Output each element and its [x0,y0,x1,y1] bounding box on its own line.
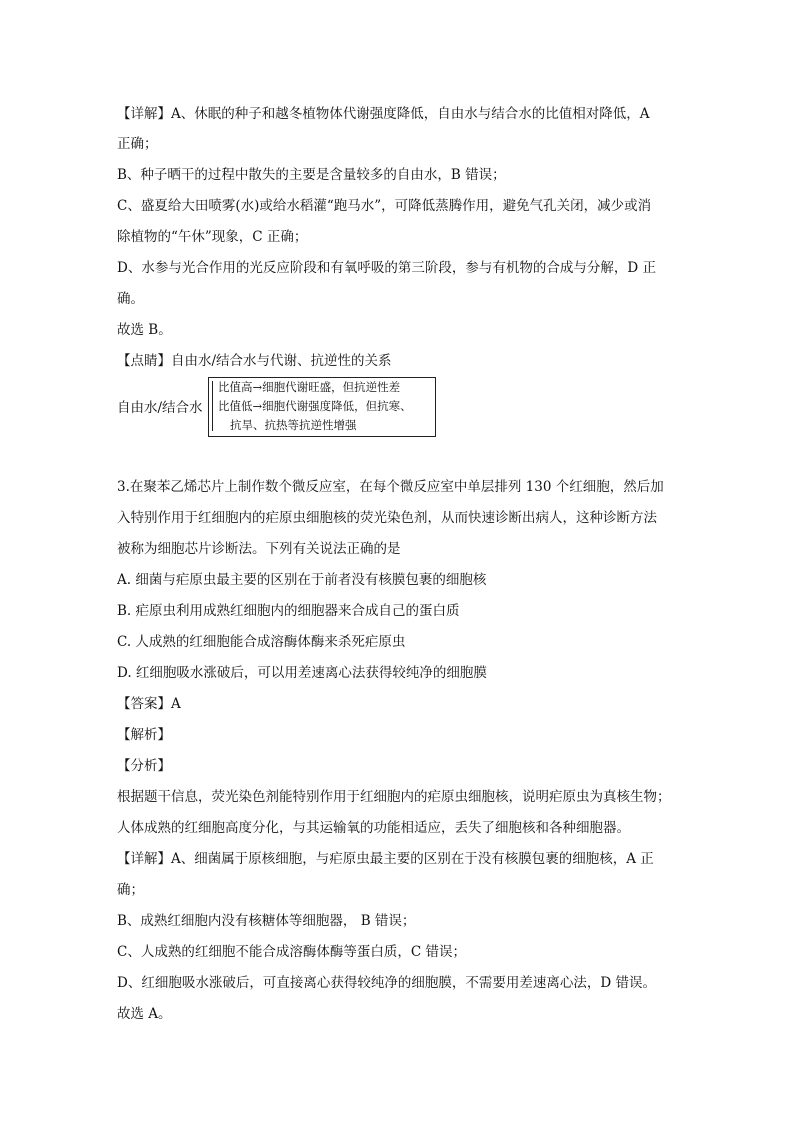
q2-detail-a-line1: 【详解】A、休眠的种子和越冬植物体代谢强度降低，自由水与结合水的比值相对降低，A [117,106,650,122]
q3-stem-line2: 入特别作用于红细胞内的疟原虫细胞核的荧光染色剂，从而快速诊断出病人，这种诊断方法 [117,510,657,526]
q3-option-b: B. 疟原虫利用成熟红细胞内的细胞器来合成自己的蛋白质 [117,603,460,619]
q3-jiexi: 【解析】 [117,727,171,743]
q3-detail-c: C、人成熟的红细胞不能合成溶酶体酶等蛋白质，C 错误； [117,944,466,960]
q2-tip-title: 【点睛】自由水/结合水与代谢、抗逆性的关系 [117,353,392,369]
q2-detail-a-line2: 正确； [117,136,158,152]
diagram-line-3: 抗旱、抗热等抗逆性增强 [230,418,357,432]
q2-choose: 故选 B。 [117,322,172,338]
q3-stem-line3: 被称为细胞芯片诊断法。下列有关说法正确的是 [117,541,401,557]
q2-detail-d-line2: 确。 [117,291,144,307]
diagram-line-1: 比值高→细胞代谢旺盛，但抗逆性差 [218,380,401,394]
q3-analysis-line2: 人体成熟的红细胞高度分化，与其运输氧的功能相适应，丢失了细胞核和各种细胞器。 [117,820,630,836]
q3-detail-b: B、成熟红细胞内没有核糖体等细胞器， B 错误； [117,913,416,929]
diagram-label: 自由水/结合水 [117,400,203,416]
q2-detail-d-line1: D、水参与光合作用的光反应阶段和有氧呼吸的第三阶段，参与有机物的合成与分解，D 正 [117,260,656,276]
q3-choose: 故选 A。 [117,1006,172,1022]
q2-detail-c-line2: 除植物的“午休”现象，C 正确； [117,229,308,245]
q2-detail-b: B、种子晒干的过程中散失的主要是含量较多的自由水，B 错误； [117,167,506,183]
q3-detail-a-line1: 【详解】A、细菌属于原核细胞，与疟原虫最主要的区别在于没有核膜包裹的细胞核，A 正 [117,851,654,867]
q3-analysis-line1: 根据题干信息，荧光染色剂能特别作用于红细胞内的疟原虫细胞核，说明疟原虫为真核生物； [117,789,671,805]
q3-stem-line1: 3.在聚苯乙烯芯片上制作数个微反应室，在每个微反应室中单层排列 130 个红细胞，然后加 [117,479,664,495]
diagram-brace [212,381,217,431]
q3-detail-a-line2: 确； [117,882,144,898]
q3-fenxi: 【分析】 [117,758,171,774]
q3-option-a: A. 细菌与疟原虫最主要的区别在于前者没有核膜包裹的细胞核 [117,572,487,588]
q3-option-d: D. 红细胞吸水涨破后，可以用差速离心法获得较纯净的细胞膜 [117,665,487,681]
q3-detail-d: D、红细胞吸水涨破后，可直接离心获得较纯净的细胞膜，不需要用差速离心法，D 错误。 [117,975,656,991]
q3-answer: 【答案】A [117,696,181,712]
q2-detail-c-line1: C、盛夏给大田喷雾(水)或给水稻灌“跑马水”，可降低蒸腾作用，避免气孔关闭，减少或消 [117,198,652,214]
diagram-line-2: 比值低→细胞代谢强度降低，但抗寒、 [218,399,412,413]
q3-option-c: C. 人成熟的红细胞能合成溶酶体酶来杀死疟原虫 [117,634,406,650]
